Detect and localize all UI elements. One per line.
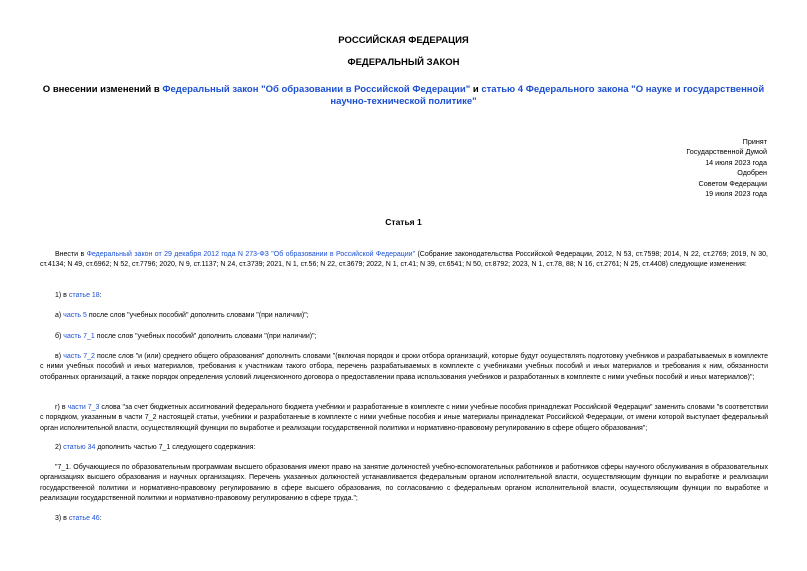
text-run: 1) в [55, 292, 69, 299]
text-run: после слов "и (или) среднего общего образования" дополнить словами "(включая порядок и сроки отбора организаций, которые будут осуществлять подготовку учебников и разрабатываемых в комплекте с ними учебных пособий и иных материалов, требования к участникам такого отбора, перечень разрабатываемых в комплекте с учебниками учебных пособий и иных материалов и требования к ним, обязанности отобранных организаций, а также порядок определения условий лицензионного договора о предоставлении права использования учебников и разработанных в комплекте с ними учебных пособий и иных материалов)"; [40, 353, 768, 381]
link-part-7-2[interactable]: часть 7_2 [63, 353, 95, 360]
text-run: слова "за счет бюджетных ассигнований федерального бюджета учебники и разработанные в комплекте с ними учебные пособия принадлежат Российской Федерации" заменить словами "в соответствии с порядком, указанным в части 7_2 настоящей статьи, учебники и разработанные в комплекте с ними учебные пособия и иные материалы принадлежат Российской Федерации, от имени которой выступает федеральный орган исполнительной власти, осуществляющий функции по выработке и реализации государственной политики и нормативно-правовому регулированию в сфере общего образования"; [40, 404, 768, 432]
text-run: 3) в [55, 515, 69, 522]
link-article-18[interactable]: статье 18 [68, 292, 100, 299]
adoption-line: Одобрен [737, 168, 767, 178]
article-heading: Статья 1 [385, 217, 422, 227]
link-part-7-1[interactable]: часть 7_1 [63, 333, 95, 340]
link-part-7-3[interactable]: части 7_3 [67, 404, 100, 411]
adoption-line: Принят [742, 137, 767, 146]
text-run: г) в [55, 404, 68, 411]
text-run: (Собрание законодательства Российской Федерации, 2012, N 53, ст.7598; 2014, N 22, ст.2769; 2019, N 30, ст.4134; N 49, ст.6962; N 52, ст.7796; 2020, N 9, ст.1137; N 24, ст.3739; 2021, N 1, ст.56; N 22, ст.3679; 2022, N 1, ст.41; N 39, ст.6541; N 50, ст.8792; 2023, N 1, ст.78, 88; N 16, ст.2761; N 25, ст.4408) следующие изменения: [40, 251, 768, 269]
link-part-5[interactable]: часть 5 [63, 312, 87, 319]
country-heading: РОССИЙСКАЯ ФЕДЕРАЦИЯ [338, 35, 469, 46]
item-1 [40, 291, 768, 301]
text-run: 2) [55, 444, 64, 451]
quoted-text: "7_1. Обучающиеся по образовательным программам высшего образования имеют право на занятие должностей учебно-вспомогательных работников и работников сферы научного обслуживания в образовательных организациях высшего образования и научных организациях. Перечень указанных должностей устанавливается федеральным органом исполнительной власти, осуществляющим функции по выработке и реализации государственной политики и нормативно-правовому регулированию в сфере высшего образования, по согласованию с федеральным органом исполнительной власти, осуществляющим функции по выработке и реализации государственной политики и нормативно-правовому регулированию в сфере труда."; [40, 464, 768, 503]
title-mid: и [470, 84, 482, 95]
item-a [40, 311, 768, 321]
intro-paragraph [40, 250, 768, 271]
text-run: в) [55, 353, 64, 360]
text-run: а) [55, 312, 64, 319]
adoption-block [567, 137, 767, 199]
text-run: : [99, 515, 102, 522]
adoption-line: 14 июля 2023 года [705, 157, 767, 167]
link-article-34[interactable]: статью 34 [63, 444, 96, 451]
link-federal-law-273[interactable]: Федеральный закон от 29 декабря 2012 года N 273-ФЗ "Об образовании в Российской Федерации" [86, 251, 416, 258]
link-article-46[interactable]: статье 46 [68, 515, 100, 522]
item-b [40, 332, 768, 342]
item-3 [40, 514, 768, 524]
item-2 [40, 443, 768, 453]
text-run: дополнить частью 7_1 следующего содержания: [95, 444, 256, 451]
adoption-line: 19 июля 2023 года [705, 189, 767, 199]
text-run: б) [55, 333, 64, 340]
adoption-line: Государственной Думой [686, 147, 767, 157]
adoption-line: Советом Федерации [698, 178, 767, 188]
text-run: : [99, 292, 102, 299]
law-title [40, 84, 767, 108]
item-g [40, 403, 768, 434]
text-run: после слов "учебных пособий" дополнить словами "(при наличии)"; [86, 312, 309, 319]
text-run: Внести в [55, 251, 87, 258]
law-type-heading: ФЕДЕРАЛЬНЫЙ ЗАКОН [347, 57, 460, 68]
item-v [40, 352, 768, 383]
title-prefix: О внесении изменений в [42, 84, 163, 95]
title-link-science-law[interactable]: статью 4 Федерального закона "О науке и государственной научно-технической политике" [330, 84, 765, 107]
text-run: после слов "учебных пособий" дополнить словами "(при наличии)"; [94, 333, 317, 340]
title-link-education-law[interactable]: Федеральный закон "Об образовании в Российской Федерации" [162, 84, 471, 95]
